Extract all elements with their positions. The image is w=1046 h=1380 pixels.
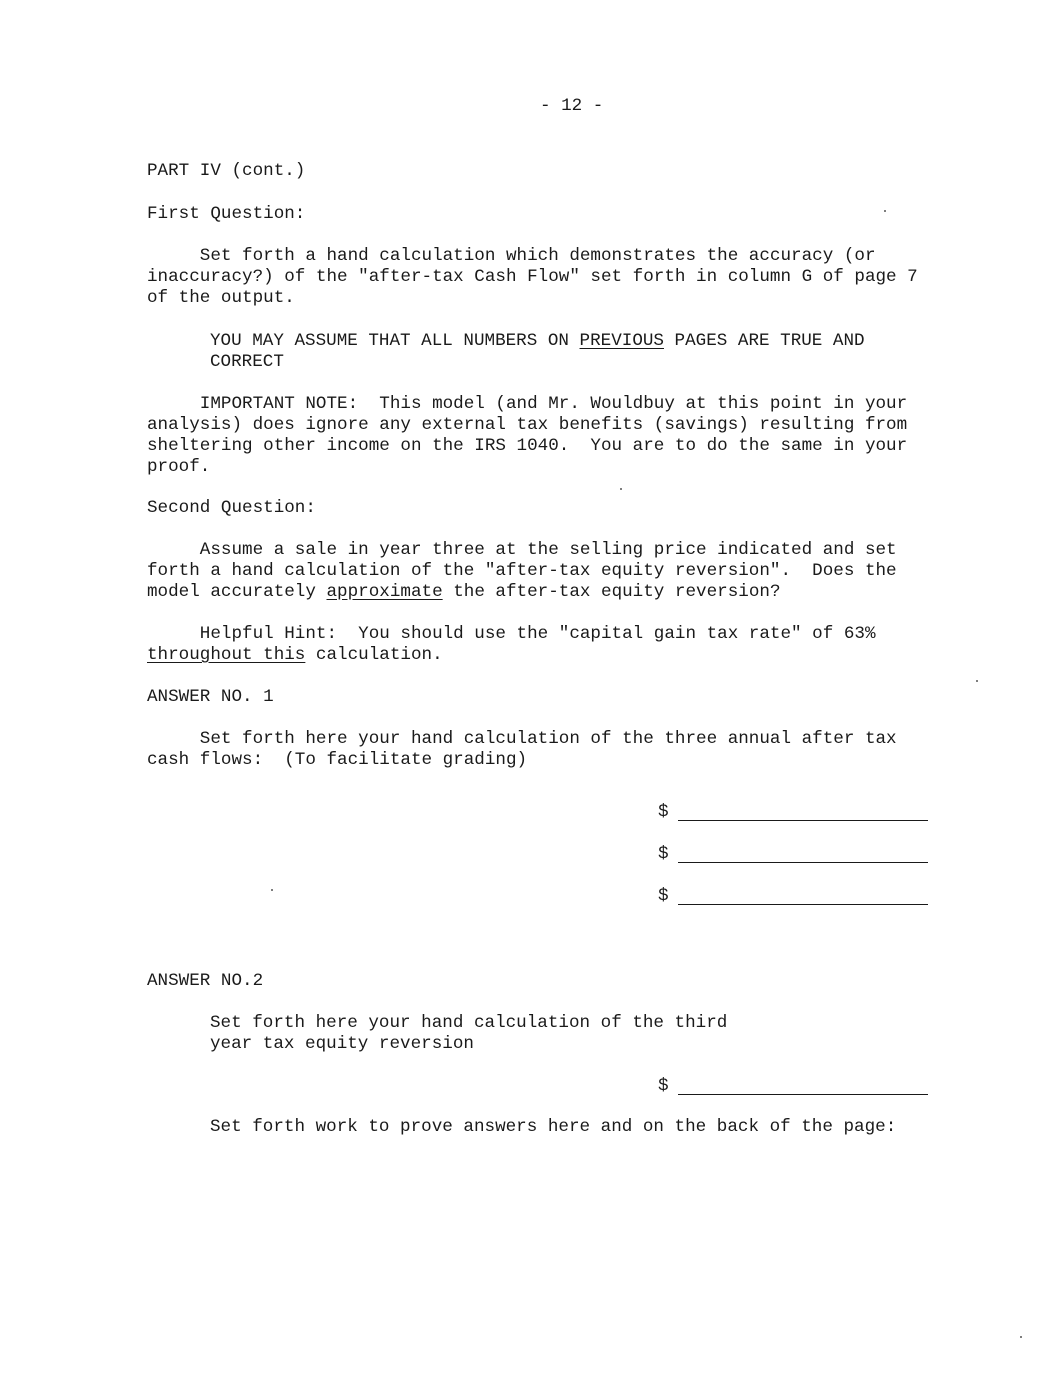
assumption-statement xyxy=(210,331,865,373)
blank-line xyxy=(678,904,928,905)
text-line: inaccuracy?) of the "after-tax Cash Flow" set forth in column G of page 7 xyxy=(147,267,918,287)
text-line: analysis) does ignore any external tax benefits (savings) resulting from xyxy=(147,415,908,435)
dollar-sign: $ xyxy=(658,802,669,822)
text-line: Set forth here your hand calculation of the third xyxy=(210,1013,728,1033)
blank-line xyxy=(678,1094,928,1095)
text-line: sheltering other income on the IRS 1040. You are to do the same in your xyxy=(147,436,908,456)
dollar-sign: $ xyxy=(658,1076,669,1096)
text-line: of the output. xyxy=(147,288,295,308)
text-line: cash flows: (To facilitate grading) xyxy=(147,750,528,770)
text-line: Assume a sale in year three at the selling price indicated and set xyxy=(147,540,897,560)
dollar-sign: $ xyxy=(658,844,669,864)
assumption-text: YOU MAY ASSUME THAT ALL NUMBERS ON xyxy=(210,331,580,351)
assumption-text-end: PAGES ARE TRUE AND xyxy=(664,331,865,351)
text-line: Set forth a hand calculation which demonstrates the accuracy (or xyxy=(147,246,876,266)
text-line: model accurately xyxy=(147,582,327,602)
second-question-paragraph xyxy=(147,540,897,603)
answer-2-instructions xyxy=(210,1013,727,1055)
underlined-word: approximate xyxy=(326,582,443,602)
dollar-sign: $ xyxy=(658,886,669,906)
page-number: - 12 - xyxy=(540,96,604,116)
answer-1-blank-year-3[interactable] xyxy=(658,886,928,908)
text-line: year tax equity reversion xyxy=(210,1034,474,1054)
scan-speck xyxy=(976,680,978,682)
answer-1-instructions xyxy=(147,729,897,771)
text-line: forth a hand calculation of the "after-tax equity reversion". Does the xyxy=(147,561,897,581)
answer-2-closing: Set forth work to prove answers here and on the back of the page: xyxy=(210,1117,897,1137)
scan-speck xyxy=(271,889,273,891)
first-question-heading: First Question: xyxy=(147,204,306,224)
text-line-end: calculation. xyxy=(305,645,443,665)
text-line: proof. xyxy=(147,457,211,477)
assumption-underlined: PREVIOUS xyxy=(579,331,664,351)
important-note xyxy=(147,394,907,478)
text-line-end: the after-tax equity reversion? xyxy=(442,582,781,602)
answer-1-blank-year-1[interactable] xyxy=(658,802,928,824)
scan-speck xyxy=(884,210,886,212)
helpful-hint xyxy=(147,624,876,666)
scan-speck xyxy=(620,488,622,490)
text-line: Set forth here your hand calculation of the three annual after tax xyxy=(147,729,897,749)
blank-line xyxy=(678,862,928,863)
second-question-heading: Second Question: xyxy=(147,498,316,518)
answer-1-blank-year-2[interactable] xyxy=(658,844,928,866)
answer-1-heading: ANSWER NO. 1 xyxy=(147,687,274,707)
answer-2-blank[interactable] xyxy=(658,1076,928,1098)
scan-speck xyxy=(1020,1336,1022,1338)
assumption-line2: CORRECT xyxy=(210,352,284,372)
first-question-paragraph xyxy=(147,246,918,309)
underlined-phrase: throughout this xyxy=(147,645,306,665)
blank-line xyxy=(678,820,928,821)
text-line: IMPORTANT NOTE: This model (and Mr. Wouldbuy at this point in your xyxy=(147,394,908,414)
answer-2-heading: ANSWER NO.2 xyxy=(147,971,264,991)
part-heading: PART IV (cont.) xyxy=(147,161,306,181)
text-line: Helpful Hint: You should use the "capital gain tax rate" of 63% xyxy=(147,624,876,644)
